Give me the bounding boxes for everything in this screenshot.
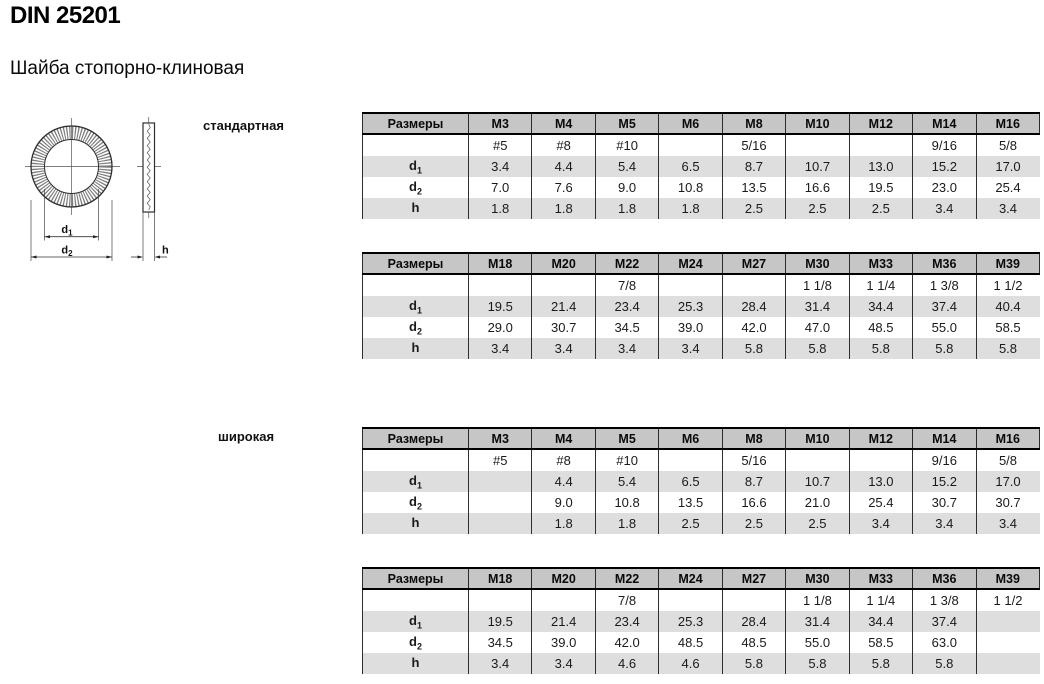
size-column-header: M3	[469, 428, 532, 449]
washer-side-view	[137, 117, 161, 218]
value-cell: 3.4	[913, 198, 976, 219]
table-row	[363, 513, 1040, 534]
value-cell: 8.7	[722, 156, 785, 177]
row-label-subscript: 2	[416, 501, 422, 512]
row-label-cell	[363, 198, 469, 219]
value-cell: 2.5	[786, 198, 849, 219]
value-cell: 48.5	[849, 317, 912, 338]
size-column-header: M24	[659, 253, 722, 274]
size-column-header: M30	[786, 568, 849, 589]
value-cell	[976, 611, 1040, 632]
sizes-column-header: Размеры	[363, 113, 469, 134]
value-cell: 31.4	[786, 296, 849, 317]
value-cell: 34.4	[849, 296, 912, 317]
d2-dimension-label: $d_2$	[61, 244, 73, 258]
value-cell	[722, 274, 785, 296]
value-cell: 17.0	[976, 471, 1040, 492]
value-cell: 2.5	[722, 198, 785, 219]
value-cell: 63.0	[913, 632, 976, 653]
size-column-header: M5	[595, 113, 658, 134]
value-cell: 3.4	[469, 338, 532, 359]
value-cell: 15.2	[913, 156, 976, 177]
value-cell: 5.8	[976, 338, 1040, 359]
value-cell: 31.4	[786, 611, 849, 632]
row-label-text: h	[411, 339, 420, 355]
row-label-text: d	[409, 633, 417, 649]
value-cell: 1 1/2	[976, 274, 1040, 296]
size-column-header: M22	[595, 253, 658, 274]
dimension-h	[131, 212, 169, 261]
row-label-subscript: 1	[416, 620, 422, 631]
value-cell: 6.5	[659, 156, 722, 177]
section-label-wide: широкая	[218, 429, 275, 444]
value-cell: 29.0	[469, 317, 532, 338]
size-column-header: M4	[532, 113, 595, 134]
table-row	[363, 611, 1040, 632]
value-cell: 15.2	[913, 471, 976, 492]
value-cell	[722, 589, 785, 611]
row-label-cell	[363, 134, 469, 156]
row-label-subscript: 2	[416, 186, 422, 197]
size-column-header: M16	[976, 428, 1040, 449]
row-label-subscript: 2	[416, 326, 422, 337]
table-header-row	[363, 568, 1040, 589]
value-cell: 4.4	[532, 471, 595, 492]
value-cell: #5	[469, 134, 532, 156]
row-label-subscript: 1	[416, 480, 422, 491]
dimension-table-standard-m18-m39	[362, 252, 1040, 359]
size-column-header: M24	[659, 568, 722, 589]
value-cell: 40.4	[976, 296, 1040, 317]
value-cell: 13.0	[849, 471, 912, 492]
value-cell: 2.5	[659, 513, 722, 534]
dimension-table-standard-m3-m16	[362, 112, 1040, 219]
row-label-subscript: 1	[416, 305, 422, 316]
washer-drawing	[10, 105, 200, 270]
value-cell: 55.0	[913, 317, 976, 338]
value-cell	[532, 589, 595, 611]
size-column-header: M6	[659, 113, 722, 134]
value-cell	[786, 449, 849, 471]
value-cell	[659, 589, 722, 611]
value-cell: 58.5	[849, 632, 912, 653]
value-cell: 25.4	[849, 492, 912, 513]
size-column-header: M36	[913, 253, 976, 274]
value-cell: 6.5	[659, 471, 722, 492]
size-column-header: M4	[532, 428, 595, 449]
value-cell: 3.4	[659, 338, 722, 359]
table-row	[363, 338, 1040, 359]
table-row	[363, 632, 1040, 653]
value-cell: 2.5	[722, 513, 785, 534]
value-cell: 1.8	[532, 513, 595, 534]
value-cell	[849, 134, 912, 156]
size-column-header: M27	[722, 568, 785, 589]
value-cell: 48.5	[722, 632, 785, 653]
value-cell: 19.5	[469, 296, 532, 317]
value-cell: 34.4	[849, 611, 912, 632]
value-cell	[469, 492, 532, 513]
row-label-text: d	[409, 157, 417, 173]
row-label-cell	[363, 177, 469, 198]
value-cell: 39.0	[659, 317, 722, 338]
value-cell	[469, 471, 532, 492]
value-cell	[786, 134, 849, 156]
value-cell	[849, 449, 912, 471]
value-cell: 13.5	[722, 177, 785, 198]
row-label-cell	[363, 317, 469, 338]
value-cell: 5.4	[595, 471, 658, 492]
row-label-cell	[363, 589, 469, 611]
row-label-text: d	[409, 178, 417, 194]
value-cell: 21.4	[532, 611, 595, 632]
value-cell: 39.0	[532, 632, 595, 653]
dimension-table-wide-m18-m39	[362, 567, 1040, 674]
value-cell: 23.4	[595, 611, 658, 632]
value-cell: 3.4	[469, 156, 532, 177]
value-cell: 2.5	[849, 198, 912, 219]
value-cell: 5.8	[786, 653, 849, 674]
row-label-text: d	[409, 318, 417, 334]
value-cell: 1.8	[659, 198, 722, 219]
size-column-header: M27	[722, 253, 785, 274]
value-cell: 19.5	[849, 177, 912, 198]
d1-dimension-label: $d_1$	[61, 224, 73, 238]
value-cell: #5	[469, 449, 532, 471]
value-cell: 30.7	[913, 492, 976, 513]
size-column-header: M14	[913, 428, 976, 449]
table-header-row	[363, 428, 1040, 449]
size-column-header: M8	[722, 113, 785, 134]
value-cell: 37.4	[913, 611, 976, 632]
value-cell	[659, 449, 722, 471]
size-column-header: M12	[849, 428, 912, 449]
value-cell: #10	[595, 134, 658, 156]
row-label-subscript: 2	[416, 641, 422, 652]
row-label-cell	[363, 471, 469, 492]
value-cell: 5.8	[913, 338, 976, 359]
table-row	[363, 492, 1040, 513]
value-cell: 5.4	[595, 156, 658, 177]
value-cell: 17.0	[976, 156, 1040, 177]
value-cell: 55.0	[786, 632, 849, 653]
value-cell: 30.7	[532, 317, 595, 338]
value-cell: 7/8	[595, 589, 658, 611]
size-column-header: M18	[469, 253, 532, 274]
value-cell: #8	[532, 449, 595, 471]
row-label-cell	[363, 449, 469, 471]
value-cell: 10.8	[595, 492, 658, 513]
value-cell: 5.8	[913, 653, 976, 674]
size-column-header: M20	[532, 253, 595, 274]
table-row	[363, 198, 1040, 219]
row-label-cell	[363, 492, 469, 513]
size-column-header: M36	[913, 568, 976, 589]
row-label-text: d	[409, 612, 417, 628]
value-cell: 9.0	[595, 177, 658, 198]
value-cell	[532, 274, 595, 296]
size-column-header: M39	[976, 568, 1040, 589]
value-cell: 5/16	[722, 134, 785, 156]
page-title: DIN 25201	[10, 2, 121, 29]
value-cell: 23.4	[595, 296, 658, 317]
value-cell: 30.7	[976, 492, 1040, 513]
table-row	[363, 134, 1040, 156]
value-cell: 2.5	[786, 513, 849, 534]
value-cell: 13.0	[849, 156, 912, 177]
table-header-row	[363, 113, 1040, 134]
row-label-text: d	[409, 297, 417, 313]
value-cell: 5/16	[722, 449, 785, 471]
size-column-header: M30	[786, 253, 849, 274]
table-row	[363, 274, 1040, 296]
row-label-text: d	[409, 493, 417, 509]
value-cell: 3.4	[913, 513, 976, 534]
size-column-header: M18	[469, 568, 532, 589]
size-column-header: M20	[532, 568, 595, 589]
value-cell: 42.0	[722, 317, 785, 338]
value-cell: 5.8	[722, 338, 785, 359]
table-header-row	[363, 253, 1040, 274]
row-label-subscript: 1	[416, 165, 422, 176]
value-cell: 3.4	[469, 653, 532, 674]
table-row	[363, 471, 1040, 492]
value-cell: 4.6	[595, 653, 658, 674]
value-cell: 47.0	[786, 317, 849, 338]
value-cell: 5.8	[849, 338, 912, 359]
size-column-header: M3	[469, 113, 532, 134]
value-cell: 4.6	[659, 653, 722, 674]
value-cell: 4.4	[532, 156, 595, 177]
value-cell: 5.8	[786, 338, 849, 359]
value-cell: 1 1/4	[849, 274, 912, 296]
value-cell: 9.0	[532, 492, 595, 513]
value-cell: 1.8	[595, 198, 658, 219]
size-column-header: M22	[595, 568, 658, 589]
value-cell: 25.4	[976, 177, 1040, 198]
value-cell: 8.7	[722, 471, 785, 492]
value-cell: 28.4	[722, 611, 785, 632]
table-row	[363, 296, 1040, 317]
value-cell: 34.5	[595, 317, 658, 338]
dimension-table-wide-m3-m16	[362, 427, 1040, 534]
value-cell: 3.4	[976, 198, 1040, 219]
value-cell	[659, 134, 722, 156]
row-label-text: d	[409, 472, 417, 488]
value-cell: 16.6	[722, 492, 785, 513]
value-cell: 1 1/4	[849, 589, 912, 611]
value-cell	[469, 274, 532, 296]
value-cell: 5/8	[976, 449, 1040, 471]
row-label-text: h	[411, 654, 420, 670]
value-cell: 7/8	[595, 274, 658, 296]
value-cell: 1 3/8	[913, 589, 976, 611]
row-label-cell	[363, 296, 469, 317]
size-column-header: M16	[976, 113, 1040, 134]
row-label-cell	[363, 274, 469, 296]
value-cell: 10.7	[786, 471, 849, 492]
value-cell: 3.4	[532, 338, 595, 359]
value-cell: 34.5	[469, 632, 532, 653]
value-cell: 7.6	[532, 177, 595, 198]
size-column-header: M10	[786, 113, 849, 134]
value-cell: 10.8	[659, 177, 722, 198]
value-cell: 28.4	[722, 296, 785, 317]
table-row	[363, 156, 1040, 177]
sizes-column-header: Размеры	[363, 568, 469, 589]
size-column-header: M39	[976, 253, 1040, 274]
value-cell: 58.5	[976, 317, 1040, 338]
section-label-standard: стандартная	[203, 118, 284, 133]
value-cell: 10.7	[786, 156, 849, 177]
value-cell: 25.3	[659, 296, 722, 317]
value-cell: 1 3/8	[913, 274, 976, 296]
value-cell: 48.5	[659, 632, 722, 653]
size-column-header: M12	[849, 113, 912, 134]
table-row	[363, 177, 1040, 198]
value-cell	[469, 513, 532, 534]
value-cell: 21.0	[786, 492, 849, 513]
size-column-header: M6	[659, 428, 722, 449]
value-cell: 7.0	[469, 177, 532, 198]
value-cell: #10	[595, 449, 658, 471]
row-label-cell	[363, 338, 469, 359]
value-cell: 3.4	[976, 513, 1040, 534]
row-label-cell	[363, 513, 469, 534]
value-cell: 13.5	[659, 492, 722, 513]
value-cell: 21.4	[532, 296, 595, 317]
h-dimension-label: h	[162, 244, 169, 257]
value-cell: 1.8	[595, 513, 658, 534]
size-column-header: M14	[913, 113, 976, 134]
value-cell: 23.0	[913, 177, 976, 198]
value-cell: 1.8	[532, 198, 595, 219]
sizes-column-header: Размеры	[363, 428, 469, 449]
value-cell: 3.4	[532, 653, 595, 674]
value-cell: 25.3	[659, 611, 722, 632]
value-cell: 1 1/8	[786, 589, 849, 611]
value-cell: 3.4	[849, 513, 912, 534]
value-cell: #8	[532, 134, 595, 156]
value-cell: 5.8	[849, 653, 912, 674]
value-cell: 42.0	[595, 632, 658, 653]
value-cell: 1.8	[469, 198, 532, 219]
value-cell: 9/16	[913, 449, 976, 471]
size-column-header: M33	[849, 253, 912, 274]
value-cell: 19.5	[469, 611, 532, 632]
size-column-header: M33	[849, 568, 912, 589]
table-row	[363, 653, 1040, 674]
row-label-cell	[363, 653, 469, 674]
value-cell: 9/16	[913, 134, 976, 156]
size-column-header: M10	[786, 428, 849, 449]
value-cell	[976, 632, 1040, 653]
value-cell: 5/8	[976, 134, 1040, 156]
row-label-cell	[363, 156, 469, 177]
value-cell: 1 1/2	[976, 589, 1040, 611]
value-cell: 3.4	[595, 338, 658, 359]
table-row	[363, 589, 1040, 611]
size-column-header: M8	[722, 428, 785, 449]
page-subtitle: Шайба стопорно-клиновая	[10, 58, 245, 79]
value-cell	[659, 274, 722, 296]
value-cell: 37.4	[913, 296, 976, 317]
value-cell: 16.6	[786, 177, 849, 198]
value-cell: 1 1/8	[786, 274, 849, 296]
row-label-cell	[363, 611, 469, 632]
value-cell: 5.8	[722, 653, 785, 674]
row-label-text: h	[411, 199, 420, 215]
value-cell	[469, 589, 532, 611]
row-label-cell	[363, 632, 469, 653]
size-column-header: M5	[595, 428, 658, 449]
table-row	[363, 317, 1040, 338]
row-label-text: h	[411, 514, 420, 530]
sizes-column-header: Размеры	[363, 253, 469, 274]
value-cell	[976, 653, 1040, 674]
table-row	[363, 449, 1040, 471]
